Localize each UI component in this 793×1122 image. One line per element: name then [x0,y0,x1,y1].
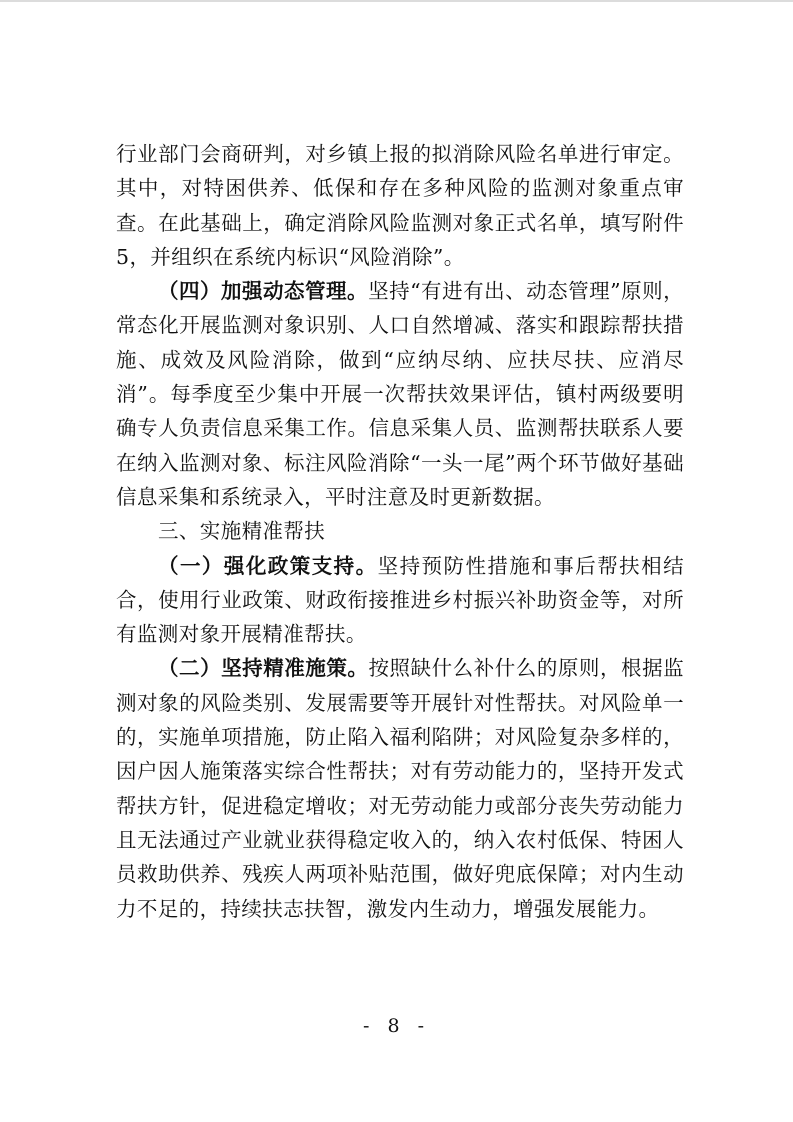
paragraph-precise-measures [116,651,684,925]
paragraph-dynamic-management [116,274,684,514]
paragraph-text: 行业部门会商研判，对乡镇上报的拟消除风险名单进行审定。其中，对特困供养、低保和存在多种风险的监测对象重点审查。在此基础上，确定消除风险监测对象正式名单，填写附件5，并组织在系统内标识“风险消除”。 [116,142,684,269]
paragraph-lead-heading: （一）强化政策支持。 [158,553,378,578]
page-number: - 8 - [362,1015,430,1037]
paragraph-lead-heading: （二）坚持精准施策。 [158,656,369,681]
section-heading-text: 三、实施精准帮扶 [158,519,326,544]
paragraph-text: 坚持预防性措施和事后帮扶相结合，使用行业政策、财政衔接推进乡村振兴补助资金等，对所有监测对象开展精准帮扶。 [116,553,684,647]
paragraph-risk-elimination-review [116,137,684,274]
paragraph-policy-support [116,549,684,652]
section-heading-precise-assistance [116,514,684,548]
paragraph-text: 按照缺什么补什么的原则，根据监测对象的风险类别、发展需要等开展针对性帮扶。对风险单一的，实施单项措施，防止陷入福利陷阱；对风险复杂多样的，因户因人施策落实综合性帮扶；对有劳动能力的，坚持开发式帮扶方针，促进稳定增收；对无劳动能力或部分丧失劳动能力且无法通过产业就业获得稳定收入的，纳入农村低保、特困人员救助供养、残疾人两项补贴范围，做好兜底保障；对内生动力不足的，持续扶志扶智，激发内生动力，增强发展能力。 [116,656,685,921]
document-body [116,137,684,926]
paragraph-lead-heading: （四）加强动态管理。 [158,279,369,304]
top-edge-rule [0,0,793,2]
paragraph-text: 坚持“有进有出、动态管理”原则，常态化开展监测对象识别、人口自然增减、落实和跟踪帮扶措施、成效及风险消除，做到“应纳尽纳、应扶尽扶、应消尽消”。每季度至少集中开展一次帮扶效果评估，镇村两级要明确专人负责信息采集工作。信息采集人员、监测帮扶联系人要在纳入监测对象、标注风险消除“一头一尾”两个环节做好基础信息采集和系统录入，平时注意及时更新数据。 [116,279,684,509]
